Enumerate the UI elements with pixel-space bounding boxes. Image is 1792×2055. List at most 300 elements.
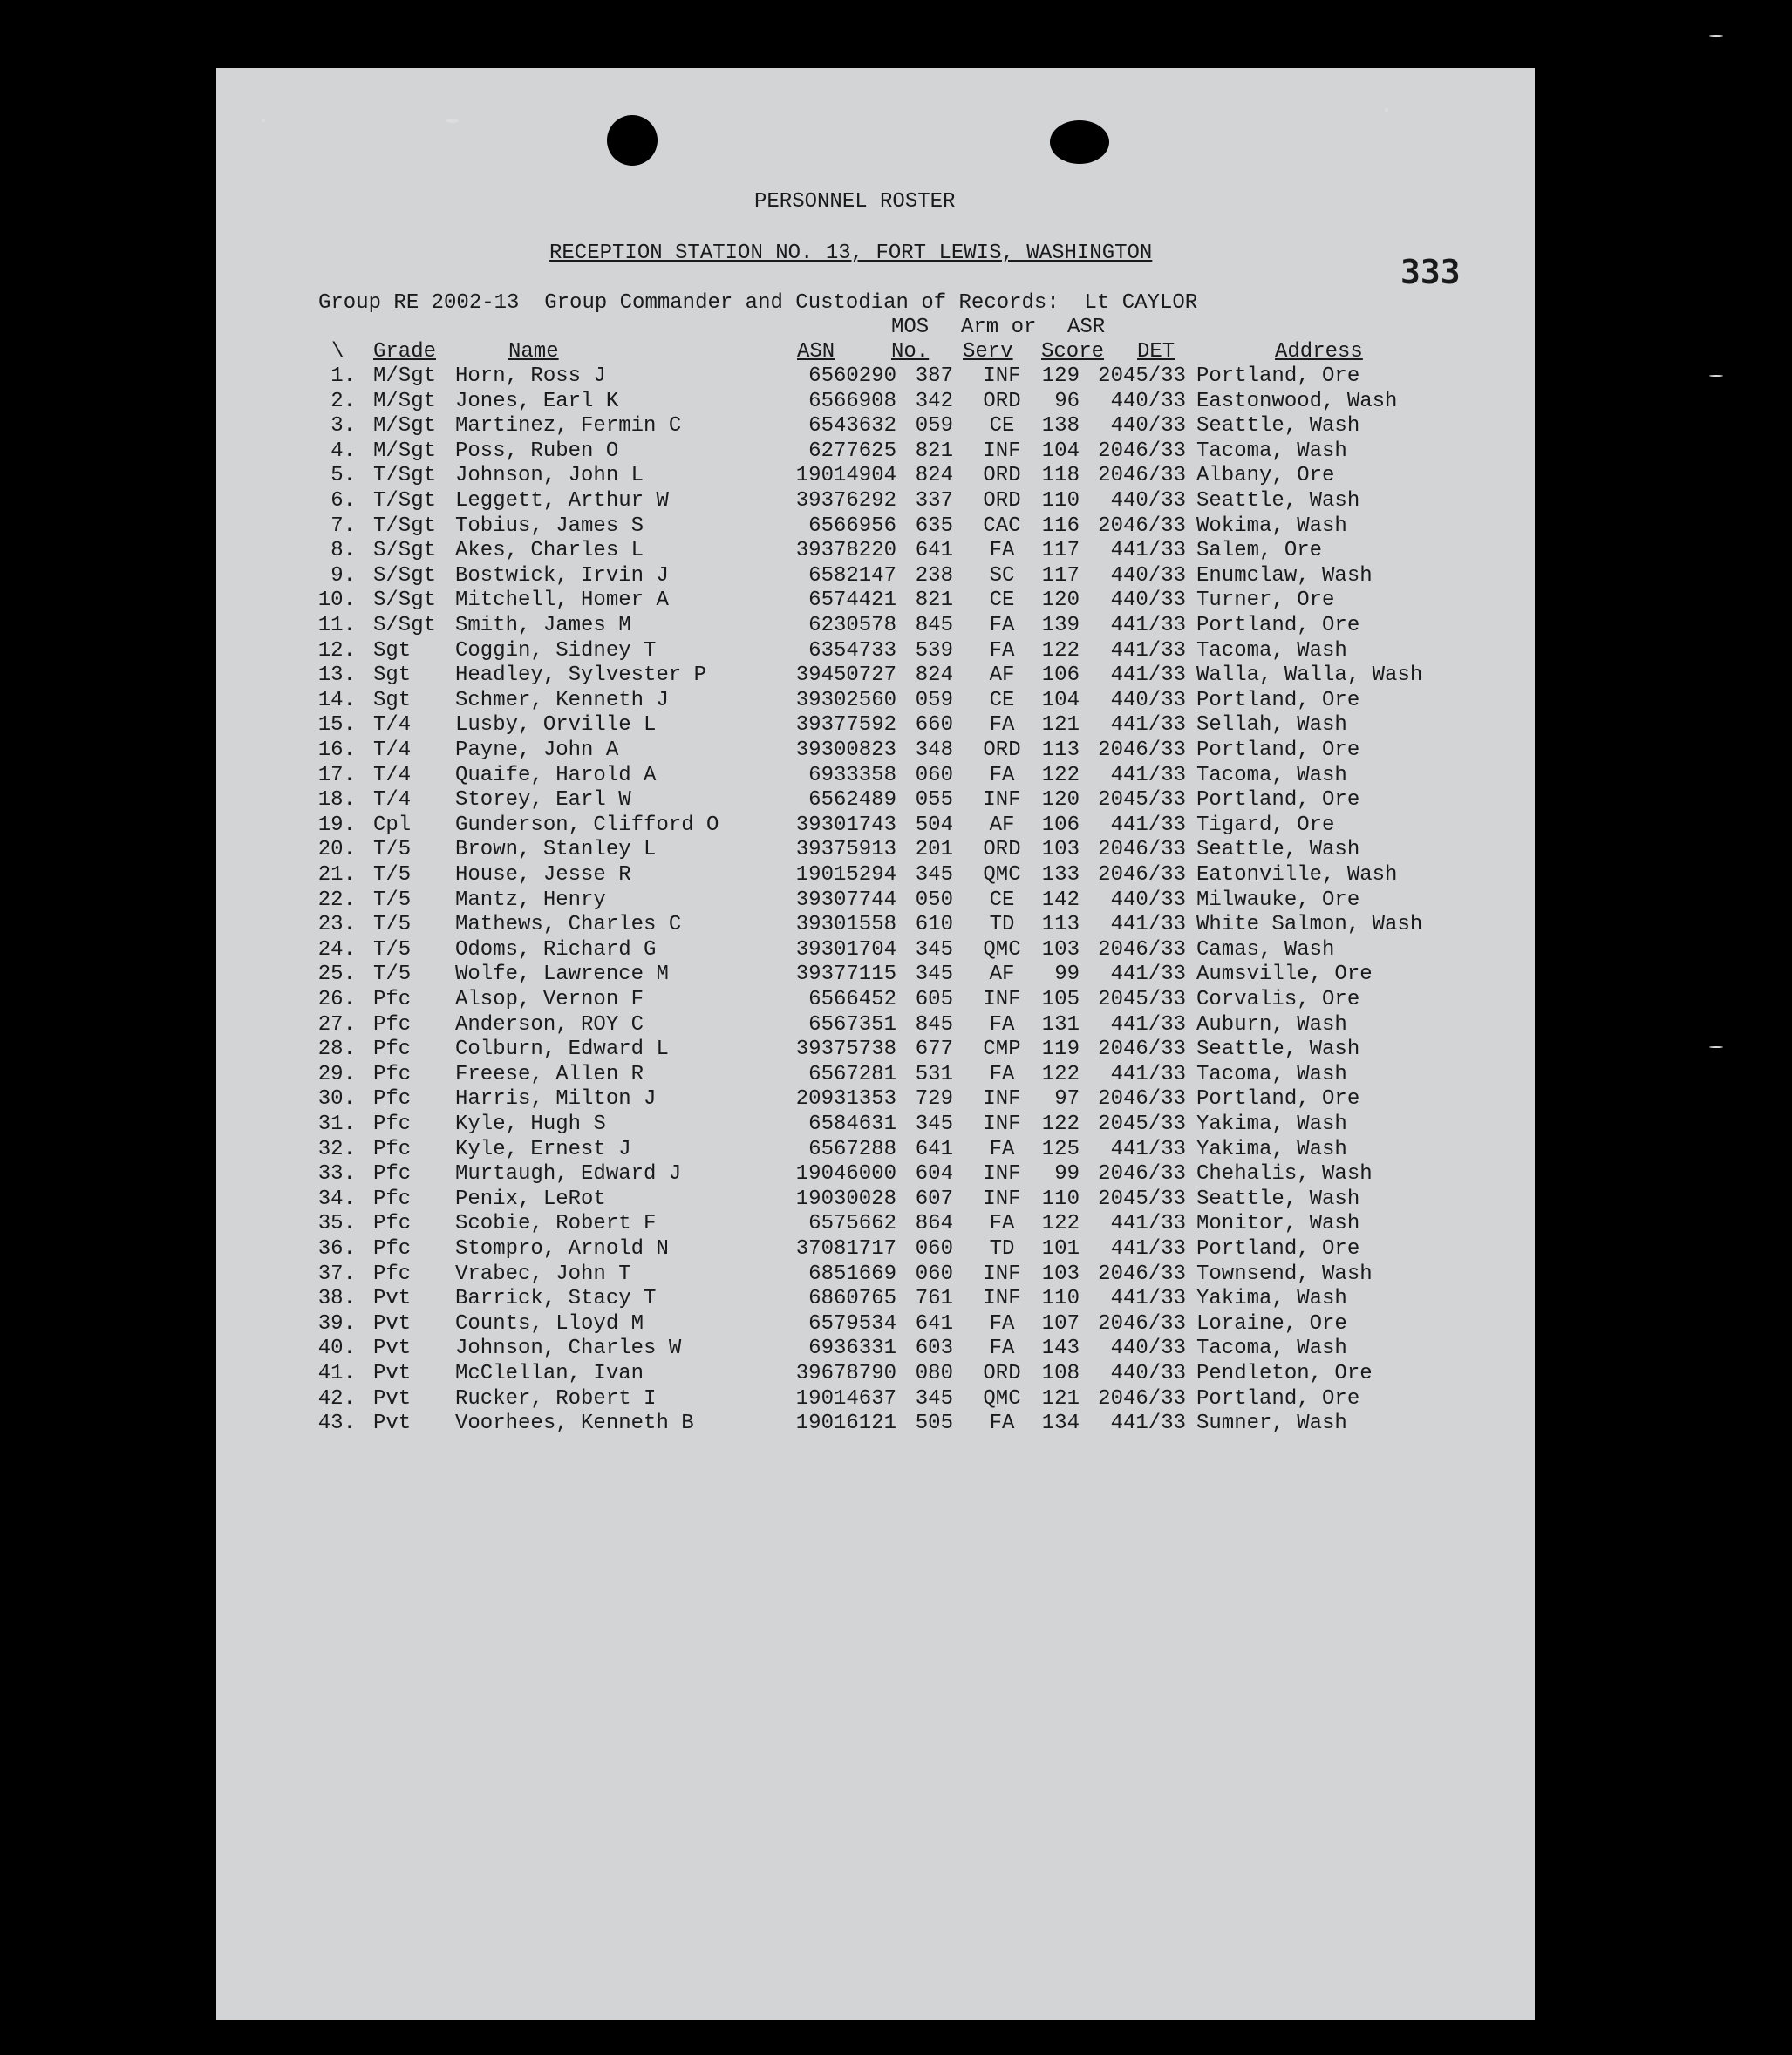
header-address: Address [1275, 340, 1363, 364]
document-page [216, 68, 1535, 2020]
row-grade: T/Sgt [373, 464, 437, 488]
row-det: 440/33 [1110, 888, 1186, 912]
row-number: 36. [317, 1237, 356, 1261]
row-det: 440/33 [1110, 563, 1186, 588]
row-address: Portland, Ore [1196, 1386, 1360, 1411]
row-number: 35. [317, 1212, 356, 1236]
row-address: Tacoma, Wash [1196, 1062, 1347, 1086]
row-address: Seattle, Wash [1196, 414, 1360, 439]
row-number: 24. [317, 937, 356, 962]
roster-title: PERSONNEL ROSTER [754, 190, 956, 214]
table-row [216, 464, 1535, 488]
row-score: 117 [1041, 563, 1080, 588]
row-mos: 337 [915, 489, 953, 513]
row-number: 13. [317, 663, 356, 688]
row-score: 134 [1041, 1412, 1080, 1436]
row-number: 3. [330, 414, 356, 439]
row-address: Eastonwood, Wash [1196, 389, 1398, 413]
table-row [216, 913, 1535, 937]
row-asn: 19014637 [795, 1386, 896, 1411]
row-address: Chehalis, Wash [1196, 1162, 1373, 1187]
row-address: Walla, Walla, Wash [1196, 663, 1423, 688]
row-grade: Pfc [373, 1237, 412, 1261]
row-address: Portland, Ore [1196, 614, 1360, 637]
row-address: Eatonville, Wash [1196, 863, 1398, 887]
row-score: 110 [1041, 489, 1080, 513]
row-number: 30. [317, 1087, 356, 1112]
row-det: 440/33 [1110, 589, 1186, 613]
row-name: Kyle, Hugh S [455, 1113, 606, 1136]
row-name: Harris, Milton J [455, 1087, 657, 1112]
row-number: 39. [317, 1311, 356, 1336]
row-number: 38. [317, 1287, 356, 1311]
row-mos: 677 [915, 1038, 953, 1062]
row-score: 121 [1041, 1386, 1080, 1411]
row-address: Pendleton, Ore [1196, 1362, 1373, 1385]
row-det: 440/33 [1110, 389, 1186, 413]
row-address: Sumner, Wash [1196, 1412, 1347, 1436]
row-grade: Pvt [373, 1311, 412, 1336]
header-num: \ [331, 340, 344, 364]
row-score: 122 [1041, 1212, 1080, 1236]
row-det: 2045/33 [1098, 1187, 1186, 1211]
row-mos: 050 [915, 888, 953, 912]
table-row [216, 639, 1535, 663]
row-score: 99 [1054, 963, 1080, 987]
row-score: 122 [1041, 1113, 1080, 1136]
row-det: 441/33 [1110, 1412, 1186, 1436]
header-det: DET [1137, 340, 1175, 364]
header-arm-serv: Serv [963, 340, 1013, 364]
row-address: Yakima, Wash [1196, 1137, 1347, 1161]
row-asn: 6560290 [808, 364, 896, 388]
row-score: 103 [1041, 1262, 1080, 1286]
row-asn: 6574421 [808, 589, 896, 613]
row-asn: 39376292 [795, 489, 896, 513]
row-asn: 6230578 [808, 614, 896, 637]
table-row [216, 738, 1535, 763]
row-arm: AF [989, 663, 1015, 688]
row-grade: M/Sgt [373, 439, 437, 463]
table-row [216, 1013, 1535, 1038]
row-score: 117 [1041, 539, 1080, 563]
row-address: Wokima, Wash [1196, 514, 1347, 538]
row-grade: Pvt [373, 1412, 412, 1436]
row-name: Mantz, Henry [455, 888, 606, 912]
row-name: Coggin, Sidney T [455, 638, 657, 663]
row-name: Scobie, Robert F [455, 1212, 657, 1236]
row-det: 440/33 [1110, 1362, 1186, 1385]
row-mos: 821 [915, 439, 953, 463]
row-score: 122 [1041, 763, 1080, 787]
table-row [216, 614, 1535, 638]
row-mos: 060 [915, 763, 953, 787]
row-asn: 19016121 [795, 1412, 896, 1436]
row-arm: QMC [983, 937, 1021, 962]
row-arm: INF [983, 988, 1021, 1011]
row-address: Albany, Ore [1196, 464, 1335, 488]
row-number: 9. [330, 563, 356, 588]
row-number: 21. [317, 863, 356, 887]
row-det: 2046/33 [1098, 1038, 1186, 1062]
row-address: Enumclaw, Wash [1196, 563, 1373, 588]
row-name: McClellan, Ivan [455, 1362, 644, 1385]
row-det: 440/33 [1110, 489, 1186, 513]
row-name: Jones, Earl K [455, 389, 619, 413]
row-name: Horn, Ross J [455, 364, 606, 388]
row-name: Johnson, John L [455, 464, 644, 488]
row-grade: Pfc [373, 1062, 412, 1086]
row-number: 1. [330, 364, 356, 388]
row-asn: 19015294 [795, 863, 896, 887]
row-mos: 348 [915, 738, 953, 762]
row-det: 440/33 [1110, 688, 1186, 712]
row-score: 122 [1041, 638, 1080, 663]
table-row [216, 888, 1535, 913]
row-det: 2045/33 [1098, 788, 1186, 813]
row-det: 441/33 [1110, 1012, 1186, 1037]
row-arm: TD [989, 913, 1015, 937]
row-mos: 080 [915, 1362, 953, 1385]
row-address: Sellah, Wash [1196, 713, 1347, 738]
row-det: 441/33 [1110, 813, 1186, 837]
row-score: 116 [1041, 514, 1080, 538]
row-number: 17. [317, 763, 356, 787]
row-arm: QMC [983, 863, 1021, 887]
row-mos: 345 [915, 963, 953, 987]
row-grade: T/4 [373, 788, 412, 813]
row-address: Milwauke, Ore [1196, 888, 1360, 912]
row-arm: INF [983, 1287, 1021, 1311]
row-number: 25. [317, 963, 356, 987]
row-score: 119 [1041, 1038, 1080, 1062]
row-address: Portland, Ore [1196, 738, 1360, 762]
row-number: 10. [317, 589, 356, 613]
row-det: 2046/33 [1098, 1162, 1186, 1187]
table-row [216, 414, 1535, 439]
row-mos: 864 [915, 1212, 953, 1236]
row-grade: Sgt [373, 638, 412, 663]
row-grade: Pvt [373, 1337, 412, 1361]
row-grade: Sgt [373, 688, 412, 712]
row-score: 99 [1054, 1162, 1080, 1187]
row-score: 103 [1041, 937, 1080, 962]
row-det: 2046/33 [1098, 514, 1186, 538]
row-address: Townsend, Wash [1196, 1262, 1373, 1286]
row-name: Counts, Lloyd M [455, 1311, 644, 1336]
row-arm: CE [989, 414, 1015, 439]
row-number: 31. [317, 1113, 356, 1136]
row-mos: 059 [915, 414, 953, 439]
row-mos: 824 [915, 663, 953, 688]
row-det: 441/33 [1110, 614, 1186, 637]
row-number: 40. [317, 1337, 356, 1361]
row-asn: 6575662 [808, 1212, 896, 1236]
table-row [216, 589, 1535, 613]
row-grade: T/4 [373, 738, 412, 762]
row-name: Poss, Ruben O [455, 439, 619, 463]
row-asn: 6277625 [808, 439, 896, 463]
header-arm-top: Arm or [961, 316, 1037, 339]
row-asn: 39378220 [795, 539, 896, 563]
row-number: 27. [317, 1012, 356, 1037]
table-row [216, 1187, 1535, 1212]
row-mos: 345 [915, 937, 953, 962]
row-score: 108 [1041, 1362, 1080, 1385]
row-mos: 845 [915, 1012, 953, 1037]
row-asn: 6936331 [808, 1337, 896, 1361]
row-arm: INF [983, 1162, 1021, 1187]
row-arm: CE [989, 888, 1015, 912]
row-arm: CMP [983, 1038, 1021, 1062]
row-asn: 6933358 [808, 763, 896, 787]
row-grade: S/Sgt [373, 539, 437, 563]
row-name: Bostwick, Irvin J [455, 563, 669, 588]
row-address: Yakima, Wash [1196, 1113, 1347, 1136]
row-score: 106 [1041, 663, 1080, 688]
row-score: 125 [1041, 1137, 1080, 1161]
row-grade: T/5 [373, 963, 412, 987]
row-grade: T/Sgt [373, 514, 437, 538]
row-asn: 39375913 [795, 838, 896, 862]
row-name: Schmer, Kenneth J [455, 688, 669, 712]
table-row [216, 1237, 1535, 1262]
header-asn: ASN [797, 340, 835, 364]
row-arm: INF [983, 439, 1021, 463]
row-number: 15. [317, 713, 356, 738]
row-asn: 39301704 [795, 937, 896, 962]
table-row [216, 1362, 1535, 1386]
row-score: 131 [1041, 1012, 1080, 1037]
row-number: 37. [317, 1262, 356, 1286]
row-number: 26. [317, 988, 356, 1011]
row-det: 2046/33 [1098, 439, 1186, 463]
row-name: Kyle, Ernest J [455, 1137, 631, 1161]
row-name: Lusby, Orville L [455, 713, 657, 738]
row-mos: 387 [915, 364, 953, 388]
row-grade: Pfc [373, 1087, 412, 1112]
row-grade: M/Sgt [373, 414, 437, 439]
table-row [216, 713, 1535, 738]
row-mos: 201 [915, 838, 953, 862]
row-arm: AF [989, 963, 1015, 987]
row-address: Tacoma, Wash [1196, 763, 1347, 787]
row-mos: 238 [915, 563, 953, 588]
row-asn: 39301558 [795, 913, 896, 937]
row-asn: 19014904 [795, 464, 896, 488]
row-grade: T/5 [373, 937, 412, 962]
page-number: 333 [1400, 253, 1461, 291]
table-row [216, 1287, 1535, 1311]
table-row [216, 1412, 1535, 1436]
row-det: 441/33 [1110, 1212, 1186, 1236]
row-score: 104 [1041, 439, 1080, 463]
row-asn: 19046000 [795, 1162, 896, 1187]
row-address: Aumsville, Ore [1196, 963, 1373, 987]
row-asn: 6567281 [808, 1062, 896, 1086]
row-score: 101 [1041, 1237, 1080, 1261]
row-name: Alsop, Vernon F [455, 988, 644, 1011]
row-number: 11. [317, 614, 356, 637]
row-arm: FA [989, 539, 1015, 563]
row-mos: 641 [915, 1137, 953, 1161]
table-row [216, 364, 1535, 389]
row-asn: 6354733 [808, 638, 896, 663]
row-score: 120 [1041, 788, 1080, 813]
row-name: Johnson, Charles W [455, 1337, 682, 1361]
row-mos: 059 [915, 688, 953, 712]
row-arm: FA [989, 614, 1015, 637]
row-mos: 504 [915, 813, 953, 837]
table-row [216, 439, 1535, 464]
row-det: 2046/33 [1098, 863, 1186, 887]
row-grade: Pfc [373, 1012, 412, 1037]
table-row [216, 788, 1535, 813]
table-row [216, 1312, 1535, 1337]
row-arm: INF [983, 1113, 1021, 1136]
header-mos-top: MOS [891, 316, 930, 339]
row-grade: Pvt [373, 1386, 412, 1411]
row-grade: T/4 [373, 713, 412, 738]
row-score: 120 [1041, 589, 1080, 613]
row-det: 2046/33 [1098, 1311, 1186, 1336]
row-name: Vrabec, John T [455, 1262, 631, 1286]
row-name: Voorhees, Kenneth B [455, 1412, 694, 1436]
row-score: 97 [1054, 1087, 1080, 1112]
row-name: Mitchell, Homer A [455, 589, 669, 613]
row-number: 16. [317, 738, 356, 762]
row-mos: 345 [915, 1113, 953, 1136]
row-det: 441/33 [1110, 663, 1186, 688]
table-row [216, 390, 1535, 414]
row-mos: 635 [915, 514, 953, 538]
row-asn: 6566956 [808, 514, 896, 538]
row-score: 118 [1041, 464, 1080, 488]
row-mos: 345 [915, 863, 953, 887]
row-arm: ORD [983, 389, 1021, 413]
row-asn: 39377592 [795, 713, 896, 738]
row-grade: Pfc [373, 988, 412, 1011]
row-arm: CE [989, 589, 1015, 613]
row-score: 143 [1041, 1337, 1080, 1361]
table-row [216, 1087, 1535, 1112]
row-det: 441/33 [1110, 1137, 1186, 1161]
roster-subtitle: RECEPTION STATION NO. 13, FORT LEWIS, WASHINGTON [549, 242, 1153, 265]
row-score: 107 [1041, 1311, 1080, 1336]
row-name: Gunderson, Clifford O [455, 813, 719, 837]
table-row [216, 1038, 1535, 1062]
row-asn: 19030028 [795, 1187, 896, 1211]
row-number: 33. [317, 1162, 356, 1187]
row-grade: T/Sgt [373, 489, 437, 513]
row-det: 441/33 [1110, 1237, 1186, 1261]
table-row [216, 963, 1535, 987]
row-number: 32. [317, 1137, 356, 1161]
row-score: 142 [1041, 888, 1080, 912]
row-grade: Pfc [373, 1137, 412, 1161]
row-asn: 39307744 [795, 888, 896, 912]
row-name: Barrick, Stacy T [455, 1287, 657, 1311]
row-address: Tacoma, Wash [1196, 439, 1347, 463]
group-line: Group RE 2002-13 Group Commander and Custodian of Records: Lt CAYLOR [318, 291, 1198, 315]
punch-hole-right [1050, 120, 1109, 164]
row-asn: 6566908 [808, 389, 896, 413]
row-address: Tacoma, Wash [1196, 638, 1347, 663]
row-arm: ORD [983, 1362, 1021, 1385]
row-arm: SC [989, 563, 1015, 588]
row-mos: 761 [915, 1287, 953, 1311]
row-asn: 6860765 [808, 1287, 896, 1311]
row-number: 34. [317, 1187, 356, 1211]
row-det: 2045/33 [1098, 364, 1186, 388]
table-row [216, 1162, 1535, 1187]
table-row [216, 514, 1535, 539]
table-row [216, 1387, 1535, 1412]
row-name: Murtaugh, Edward J [455, 1162, 682, 1187]
header-asr-top: ASR [1067, 316, 1106, 339]
row-det: 441/33 [1110, 913, 1186, 937]
row-address: Portland, Ore [1196, 364, 1360, 388]
row-address: Loraine, Ore [1196, 1311, 1347, 1336]
row-arm: ORD [983, 738, 1021, 762]
row-name: Martinez, Fermin C [455, 414, 682, 439]
row-arm: INF [983, 1187, 1021, 1211]
header-score: Score [1041, 340, 1105, 364]
row-asn: 6543632 [808, 414, 896, 439]
row-arm: CE [989, 688, 1015, 712]
row-det: 441/33 [1110, 1062, 1186, 1086]
row-number: 43. [317, 1412, 356, 1436]
table-row [216, 564, 1535, 589]
row-name: Mathews, Charles C [455, 913, 682, 937]
row-det: 2046/33 [1098, 1386, 1186, 1411]
row-mos: 845 [915, 614, 953, 637]
row-score: 104 [1041, 688, 1080, 712]
row-number: 20. [317, 838, 356, 862]
row-score: 122 [1041, 1062, 1080, 1086]
row-mos: 610 [915, 913, 953, 937]
row-name: Tobius, James S [455, 514, 644, 538]
row-asn: 6584631 [808, 1113, 896, 1136]
row-grade: Pfc [373, 1038, 412, 1062]
row-mos: 345 [915, 1386, 953, 1411]
table-row [216, 938, 1535, 963]
row-arm: AF [989, 813, 1015, 837]
row-det: 2046/33 [1098, 1262, 1186, 1286]
row-number: 8. [330, 539, 356, 563]
row-name: Anderson, ROY C [455, 1012, 644, 1037]
row-mos: 603 [915, 1337, 953, 1361]
row-det: 2045/33 [1098, 1113, 1186, 1136]
table-row [216, 1063, 1535, 1087]
row-grade: Cpl [373, 813, 412, 837]
row-number: 12. [317, 638, 356, 663]
row-number: 7. [330, 514, 356, 538]
table-row [216, 764, 1535, 788]
row-address: White Salmon, Wash [1196, 913, 1423, 937]
row-score: 133 [1041, 863, 1080, 887]
row-name: Storey, Earl W [455, 788, 631, 813]
row-arm: FA [989, 713, 1015, 738]
row-mos: 539 [915, 638, 953, 663]
row-number: 28. [317, 1038, 356, 1062]
row-name: House, Jesse R [455, 863, 631, 887]
row-grade: Pfc [373, 1262, 412, 1286]
row-arm: INF [983, 364, 1021, 388]
row-name: Smith, James M [455, 614, 631, 637]
row-number: 6. [330, 489, 356, 513]
row-asn: 6579534 [808, 1311, 896, 1336]
